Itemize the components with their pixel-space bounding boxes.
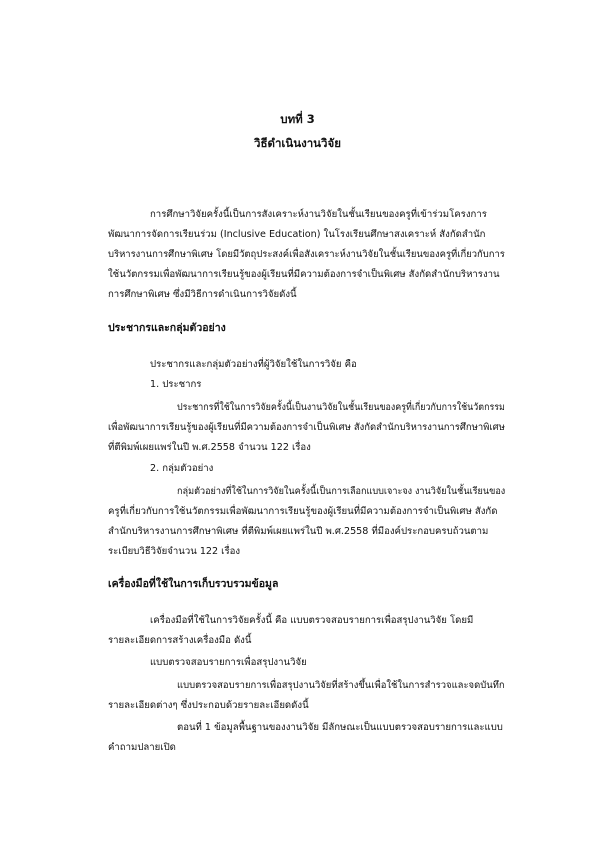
instruments-line-2: รายละเอียดการสร้างเครื่องมือ ดังนี้: [108, 635, 252, 646]
section-heading-population: ประชากรและกลุ่มตัวอย่าง: [108, 322, 226, 334]
population-line-1: ประชากรที่ใช้ในการวิจัยครั้งนี้เป็นงานวิจัยในชั้นเรียนของครูที่เกี่ยวกับการใช้นวัตกรรม: [177, 402, 505, 413]
intro-line-4: ใช้นวัตกรรมเพื่อพัฒนาการเรียนรู้ของผู้เรียนที่มีความต้องการจำเป็นพิเศษ สังกัดสำนักบริหารงาน: [108, 269, 500, 280]
intro-line-5: การศึกษาพิเศษ ซึ่งมีวิธีการดำเนินการวิจัยดังนี้: [108, 289, 297, 300]
part1-line-1: ตอนที่ 1 ข้อมูลพื้นฐานของงานวิจัย มีลักษณะเป็นแบบตรวจสอบรายการและแบบ: [177, 722, 503, 733]
sample-line-2: ครูที่เกี่ยวกับการใช้นวัตกรรมเพื่อพัฒนาการเรียนรู้ของผู้เรียนที่มีความต้องการจำเป็นพิเศษ สังกัด: [108, 506, 498, 517]
instruments-line-1: เครื่องมือที่ใช้ในการวิจัยครั้งนี้ คือ แบบตรวจสอบรายการเพื่อสรุปงานวิจัย โดยมี: [150, 615, 474, 626]
sample-line-3: สำนักบริหารงานการศึกษาพิเศษ ที่ตีพิมพ์เผยแพร่ในปี พ.ศ.2558 ที่มีองค์ประกอบครบถ้วนตาม: [108, 526, 489, 537]
item-label-sample: 2. กลุ่มตัวอย่าง: [150, 463, 214, 474]
part1-line-2: คำถามปลายเปิด: [108, 742, 176, 753]
sample-line-1: กลุ่มตัวอย่างที่ใช้ในการวิจัยในครั้งนี้เป็นการเลือกแบบเจาะจง งานวิจัยในชั้นเรียนของ: [177, 486, 506, 497]
section1-lead: ประชากรและกลุ่มตัวอย่างที่ผู้วิจัยใช้ในการวิจัย คือ: [150, 359, 357, 370]
chapter-number: บทที่ 3: [280, 112, 315, 126]
population-line-3: ที่ตีพิมพ์เผยแพร่ในปี พ.ศ.2558 จำนวน 122 เรื่อง: [108, 442, 311, 453]
checklist-subheading: แบบตรวจสอบรายการเพื่อสรุปงานวิจัย: [150, 657, 307, 668]
item-label-population: 1. ประชากร: [150, 379, 202, 390]
intro-line-1: การศึกษาวิจัยครั้งนี้เป็นการสังเคราะห์งานวิจัยในชั้นเรียนของครูที่เข้าร่วมโครงการ: [150, 209, 487, 220]
checklist-line-2: รายละเอียดต่างๆ ซึ่งประกอบด้วยรายละเอียดดังนี้: [108, 700, 309, 711]
section-heading-instruments: เครื่องมือที่ใช้ในการเก็บรวบรวมข้อมูล: [108, 578, 279, 590]
checklist-line-1: แบบตรวจสอบรายการเพื่อสรุปงานวิจัยที่สร้างขึ้นเพื่อใช้ในการสำรวจและจดบันทึก: [177, 680, 505, 691]
intro-line-2: พัฒนาการจัดการเรียนร่วม (Inclusive Education) ในโรงเรียนศึกษาสงเคราะห์ สังกัดสำนัก: [108, 229, 486, 240]
sample-line-4: ระเบียบวิธีวิจัยจำนวน 122 เรื่อง: [108, 546, 241, 557]
intro-line-3: บริหารงานการศึกษาพิเศษ โดยมีวัตถุประสงค์เพื่อสังเคราะห์งานวิจัยในชั้นเรียนของครูที่เกี่ยวกับการ: [108, 249, 505, 260]
chapter-title: วิธีดำเนินงานวิจัย: [254, 136, 341, 150]
population-line-2: เพื่อพัฒนาการเรียนรู้ของผู้เรียนที่มีความต้องการจำเป็นพิเศษ สังกัดสำนักบริหารงานการศึกษาพิเศษ: [108, 422, 505, 433]
